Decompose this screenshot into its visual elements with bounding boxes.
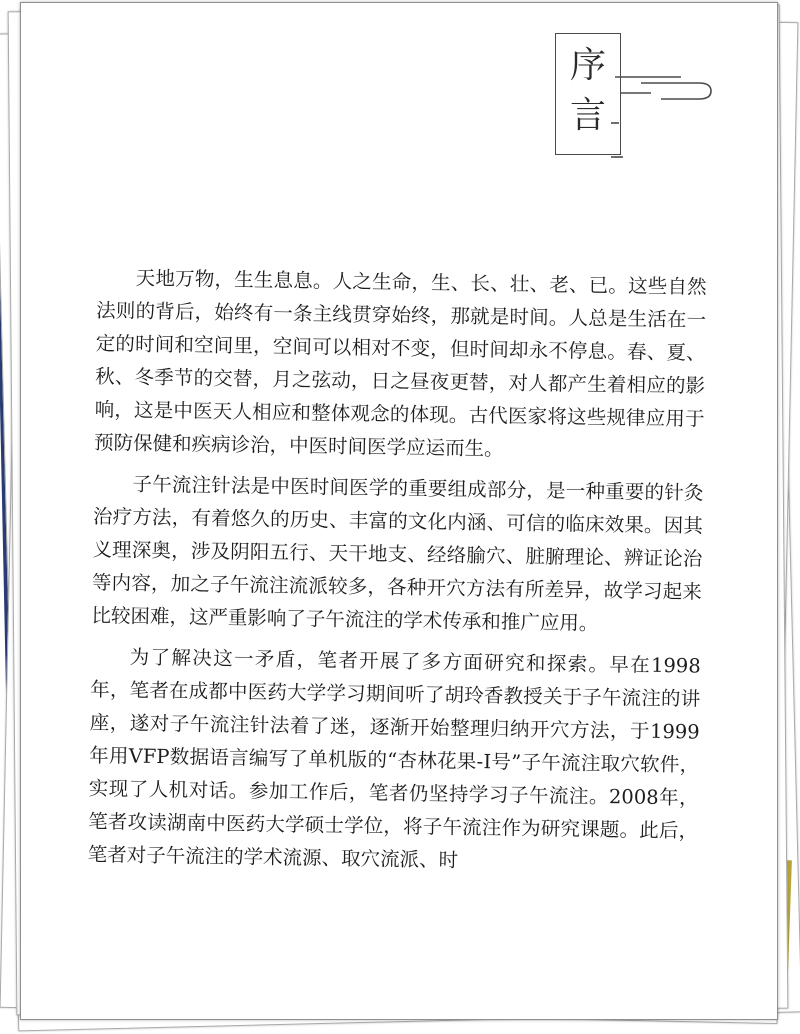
- preface-body: [87, 261, 707, 889]
- paragraph-1: 天地万物，生生息息。人之生命，生、长、壮、老、已。这些自然法则的背后，始终有一条主线贯穿始终，那就是时间。人总是生活在一定的时间和空间里，空间可以相对不变，但时间却永不停息。春、夏、秋、冬季节的交替，月之弦动，日之昼夜更替，对人都产生着相应的影响，这是中医天人相应和整体观念的体现。古代医家将这些规律应用于预防保健和疾病诊治，中医时间医学应运而生。: [93, 266, 707, 461]
- heading-char-1: 序: [569, 45, 606, 86]
- cloud-ornament-icon: [611, 63, 721, 163]
- page: [20, 2, 778, 1020]
- paragraph-2: 子午流注针法是中医时间医学的重要组成部分，是一种重要的针灸治疗方法，有着悠久的历史、丰富的文化内涵、可信的临床效果。因其义理深奥，涉及阴阳五行、天干地支、经络腧穴、脏腑理论、辨证论治等内容，加之子午流注流派较多，各种开穴方法有所差异，故学习起来比较困难，这严重影响了子午流注的学术传承和推广应用。: [91, 472, 704, 635]
- paragraph-3: 为了解决这一矛盾，笔者开展了多方面研究和探索。早在1998年，笔者在成都中医药大学学习期间听了胡玲香教授关于子午流注的讲座，遂对子午流注针法着了迷，逐渐开始整理归纳开穴方法，于1999年用VFP数据语言编写了单机版的“杏林花果-Ⅰ号”子午流注取穴软件，实现了人机对话。参加工作后，笔者仍坚持学习子午流注。2008年，笔者攻读湖南中医药大学硕士学位，将子午流注作为研究课题。此后，笔者对子午流注的学术流源、取穴流派、时: [87, 645, 701, 872]
- heading-char-2: 言: [569, 95, 606, 136]
